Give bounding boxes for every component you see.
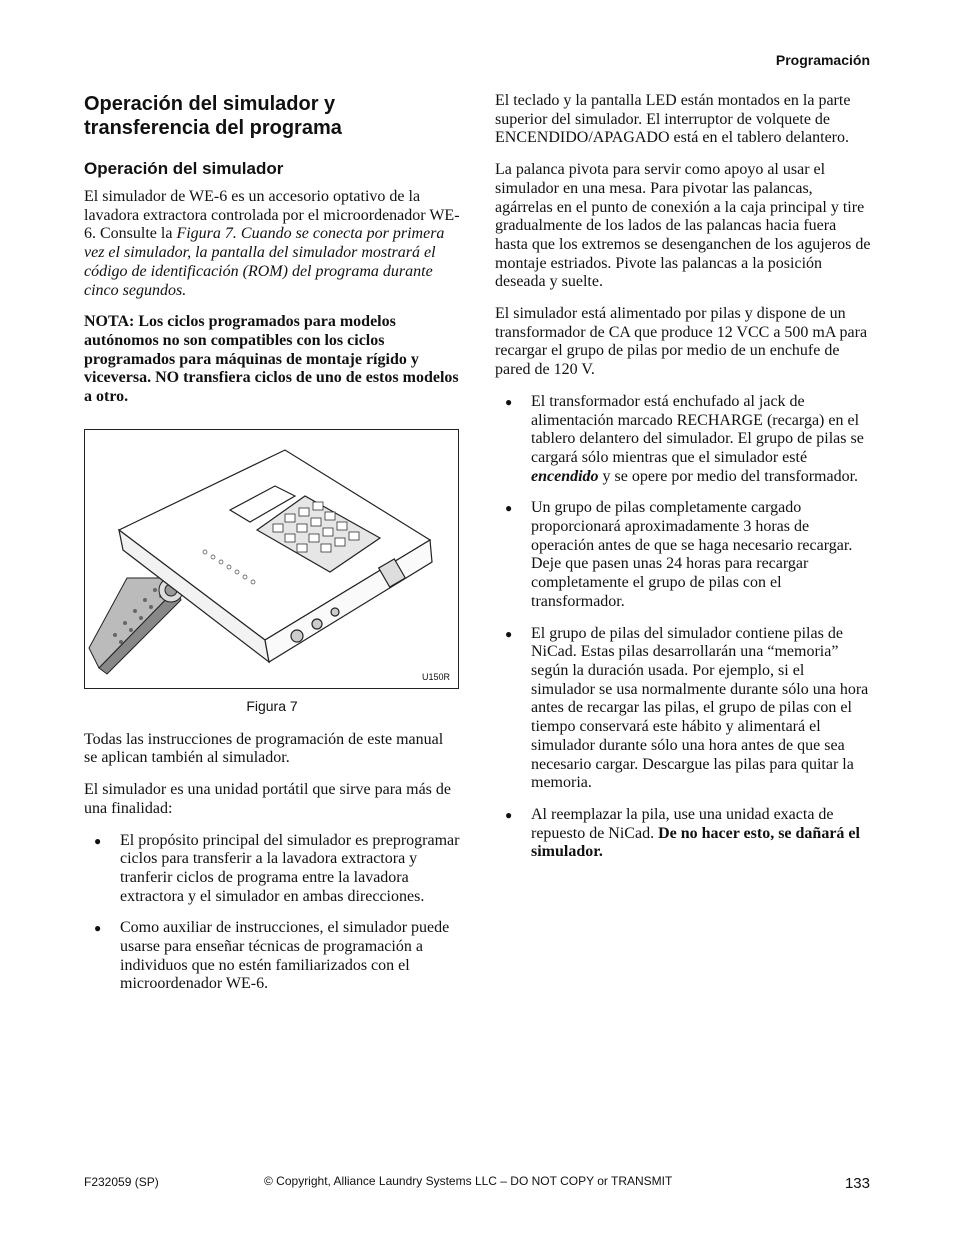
intro-italic-text: . Cuando se conecta por primera vez el simulador, la pantalla del simulador mostrará el código de identificación (ROM) del programa durante cinco segundos. <box>84 225 445 299</box>
right-column <box>495 92 871 875</box>
list-item-text: Como auxiliar de instrucciones, el simulador puede usarse para enseñar técnicas de programación a individuos que no estén familiarizados con el microordenador WE-6. <box>120 919 450 993</box>
list-item <box>84 832 460 907</box>
bullet-icon: ● <box>505 807 513 822</box>
copyright-notice: © Copyright, Alliance Laundry Systems LLC – DO NOT COPY or TRANSMIT <box>264 1174 673 1188</box>
emphasis-text: encendido <box>531 467 599 485</box>
intro-paragraph <box>84 188 460 300</box>
left-column <box>84 92 460 1007</box>
pivot-handle <box>89 578 183 674</box>
list-item-text: El grupo de pilas del simulador contiene pilas de NiCad. Estas pilas desarrollarán una “memoria” según la duración usada. Por ejemplo, si el simulador se usa normalmente durante sólo una hora antes de recargar las pilas, el grupo de pilas con el tiempo conservará este hábito y alimentará el simulador durante sólo una hora antes de que sea necesario cargar. Descargue las pilas para quitar la memoria. <box>531 624 869 792</box>
list-item <box>495 393 871 487</box>
list-item-text: El propósito principal del simulador es preprogramar ciclos para transferir a la lavadora extractora y tranferir ciclos de programa entre la lavadora extractora y el simulador en ambas direcciones. <box>120 831 460 905</box>
paragraph-battery: El simulador está alimentado por pilas y dispone de un transformador de CA que produce 12 VCC a 500 mA para recargar el grupo de pilas por medio de un enchufe de pared de 120 V. <box>495 305 868 379</box>
figure-reference: Figura 7 <box>176 225 233 243</box>
bullet-icon: ● <box>505 626 513 641</box>
purpose-list <box>84 832 460 995</box>
battery-list <box>495 393 871 862</box>
list-item <box>495 625 871 793</box>
paragraph-purpose: El simulador es una unidad portátil que sirve para más de una finalidad: <box>84 781 452 817</box>
note-paragraph: NOTA: Los ciclos programados para modelos autónomos no son compatibles con los ciclos programados para máquinas de montaje rígido y viceversa. NO transfiera ciclos de uno de estos modelos a otro. <box>84 313 459 406</box>
bullet-icon: ● <box>505 394 513 409</box>
list-item-text: y se opere por medio del transformador. <box>598 467 859 485</box>
paragraph-keypad: El teclado y la pantalla LED están montados en la parte superior del simulador. El interruptor de volquete de ENCENDIDO/APAGADO está en el tablero delantero. <box>495 92 851 147</box>
running-header: Programación <box>775 52 870 68</box>
bullet-icon: ● <box>505 501 513 516</box>
list-item-text: Un grupo de pilas completamente cargado proporcionará aproximadamente 3 horas de operación antes de que se haga necesario recargar. Deje que pasen unas 24 horas para recargar completamente el grupo de pilas con el transformador. <box>531 499 853 610</box>
paragraph-lever: La palanca pivota para servir como apoyo al usar el simulador en una mesa. Para pivotar las palancas, agárrelas en el punto de conexión a la caja principal y tire gradualmente de los lados de las palancas hacia fuera hasta que los extremos se desenganchen de los agujeros de montaje estriados. Pivote las palancas a la posición deseada y suelte. <box>495 161 871 291</box>
figure-id: U150R <box>421 671 450 682</box>
bullet-icon: ● <box>94 833 102 848</box>
list-item <box>495 499 871 611</box>
figure-caption: Figura 7 <box>246 697 298 714</box>
warning-text: De no hacer esto, se dañará el simulador. <box>531 824 860 861</box>
bullet-icon: ● <box>94 921 102 936</box>
list-item-text: Al reemplazar la pila, use una unidad exacta de repuesto de NiCad. <box>531 805 834 842</box>
list-item-text: El transformador está enchufado al jack de alimentación marcado RECHARGE (recarga) en el tablero delantero del simulador. El grupo de pilas se cargará sólo mientras que el simulador esté <box>531 392 864 466</box>
simulator-illustration <box>85 430 458 688</box>
figure-7 <box>84 429 459 689</box>
intro-text: El simulador de WE-6 es un accesorio optativo de la lavadora extractora controlada por el microordenador WE-6. Consulte la <box>84 188 460 243</box>
subsection-title: Operación del simulador <box>84 159 284 178</box>
paragraph-instructions: Todas las instrucciones de programación de este manual se aplican también al simulador. <box>84 730 444 767</box>
simulator-body <box>119 450 432 662</box>
section-title: Operación del simulador y transferencia del programa <box>84 93 342 139</box>
document-number: F232059 (SP) <box>84 1175 159 1189</box>
page-number: 133 <box>844 1175 870 1192</box>
list-item <box>495 806 871 862</box>
list-item <box>84 919 460 994</box>
